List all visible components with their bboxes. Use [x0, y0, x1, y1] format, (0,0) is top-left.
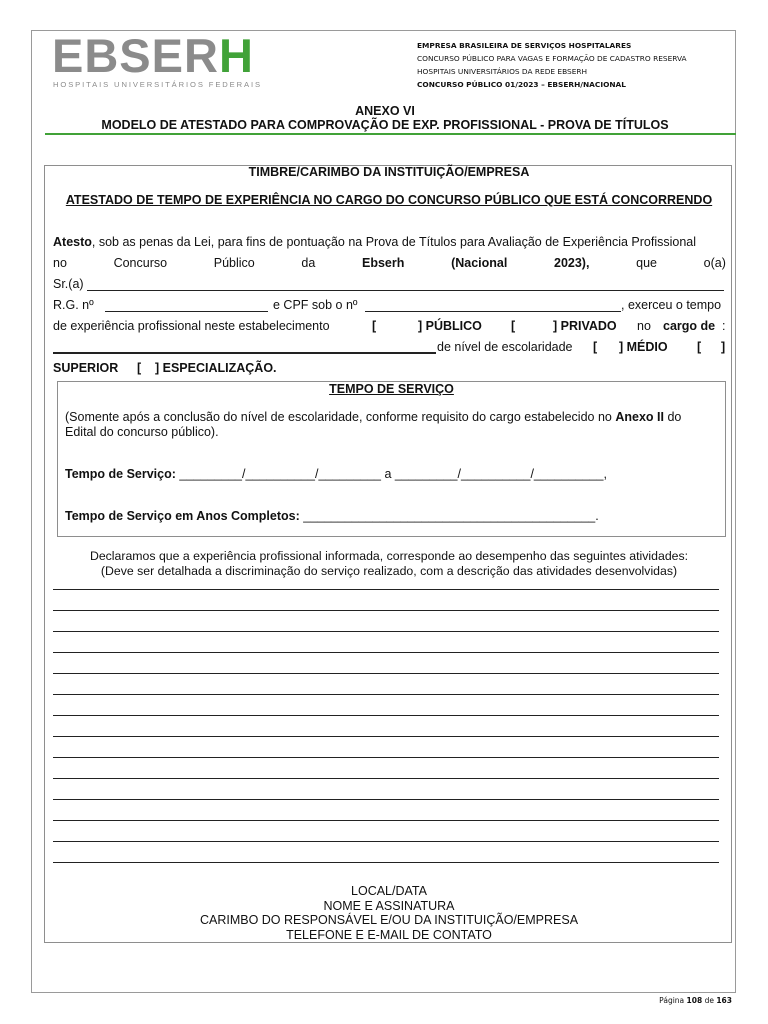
annex-title: ANEXO VI: [355, 104, 415, 118]
logo-wordmark: EBSERH: [52, 29, 254, 82]
cargo-colon: :: [722, 319, 726, 333]
stamp-responsible-line: CARIMBO DO RESPONSÁVEL E/OU DA INSTITUIÇÃO/EMPRESA: [199, 913, 579, 928]
logo-subtitle: HOSPITAIS UNIVERSITÁRIOS FEDERAIS: [53, 80, 262, 89]
header-info: [417, 39, 732, 91]
local-date-line: LOCAL/DATA: [351, 884, 427, 898]
cpf-field[interactable]: [365, 311, 621, 312]
contact-line: TELEFONE E E-MAIL DE CONTATO: [286, 927, 492, 942]
rg-label: R.G. nº: [53, 298, 94, 312]
header-line-1: EMPRESA BRASILEIRA DE SERVIÇOS HOSPITALARES: [417, 41, 632, 50]
specialization-checkbox-open[interactable]: [: [137, 361, 142, 375]
superior-checkbox-close[interactable]: ]: [721, 340, 726, 354]
attest-line-2: no Concurso Público da Ebserh (Nacional 2023), que o(a): [53, 256, 726, 270]
service-years-field[interactable]: __________________________________________.: [303, 509, 599, 523]
activity-line-13[interactable]: [53, 841, 719, 842]
activity-line-10[interactable]: [53, 778, 719, 779]
medio-checkbox-label[interactable]: ] MÉDIO: [619, 340, 668, 354]
header-line-3: HOSPITAIS UNIVERSITÁRIOS DA REDE EBSERH: [417, 67, 588, 76]
schooling-text: de nível de escolaridade: [437, 340, 573, 354]
establishment-text: de experiência profissional neste estabelecimento: [53, 319, 330, 333]
public-checkbox-label[interactable]: ] PÚBLICO: [418, 319, 482, 333]
declaration-line-2: (Deve ser detalhada a discriminação do serviço realizado, com a descrição das atividades desenvolvidas): [100, 564, 678, 578]
no-text: no: [637, 319, 651, 333]
rg-field[interactable]: [105, 311, 268, 312]
declaration-line-1: Declaramos que a experiência profissional informada, corresponde ao desempenho das seguintes atividades:: [89, 549, 689, 563]
activity-line-4[interactable]: [53, 652, 719, 653]
activity-line-11[interactable]: [53, 799, 719, 800]
exerceu-text: , exerceu o tempo: [621, 298, 722, 312]
activity-line-5[interactable]: [53, 673, 719, 674]
service-note-line-2: Edital do concurso público).: [65, 425, 219, 439]
service-time-row: [65, 467, 607, 481]
name-field[interactable]: [87, 290, 724, 291]
service-years-row: [65, 509, 599, 523]
header-divider: [45, 133, 736, 135]
service-heading: TEMPO DE SERVIÇO: [329, 382, 454, 396]
activity-line-14[interactable]: [53, 862, 719, 863]
activity-line-9[interactable]: [53, 757, 719, 758]
annex-title-block: [45, 104, 725, 132]
public-checkbox-open[interactable]: [: [372, 319, 377, 333]
header-line-2: CONCURSO PÚBLICO PARA VAGAS E FORMAÇÃO DE CADASTRO RESERVA: [417, 54, 687, 63]
service-note-line-1: (Somente após a conclusão do nível de escolaridade, conforme requisito do cargo estabelecido no Anexo II do: [65, 410, 682, 424]
name-signature-line: NOME E ASSINATURA: [323, 898, 455, 913]
activity-line-1[interactable]: [53, 589, 719, 590]
activity-line-2[interactable]: [53, 610, 719, 611]
certificate-heading: ATESTADO DE TEMPO DE EXPERIÊNCIA NO CARGO DO CONCURSO PÚBLICO QUE ESTÁ CONCORRENDO: [65, 193, 713, 207]
stamp-heading: TIMBRE/CARIMBO DA INSTITUIÇÃO/EMPRESA: [248, 165, 530, 179]
service-years-label: Tempo de Serviço em Anos Completos:: [65, 509, 300, 523]
specialization-checkbox-label[interactable]: ] ESPECIALIZAÇÃO.: [155, 361, 277, 375]
activity-line-12[interactable]: [53, 820, 719, 821]
service-time-label: Tempo de Serviço:: [65, 467, 176, 481]
cpf-label: e CPF sob o nº: [273, 298, 358, 312]
superior-label: SUPERIOR: [53, 361, 119, 375]
annex-subtitle: MODELO DE ATESTADO PARA COMPROVAÇÃO DE EXP. PROFISSIONAL - PROVA DE TÍTULOS: [101, 118, 669, 132]
activity-line-6[interactable]: [53, 694, 719, 695]
private-checkbox-label[interactable]: ] PRIVADO: [553, 319, 617, 333]
attest-line-1: Atesto, sob as penas da Lei, para fins de pontuação na Prova de Títulos para Avaliação de Experiência Profissional: [53, 235, 697, 249]
ebserh-logo: [52, 29, 277, 94]
medio-checkbox-open[interactable]: [: [593, 340, 598, 354]
activity-line-8[interactable]: [53, 736, 719, 737]
name-label: Sr.(a): [53, 277, 84, 291]
activity-line-7[interactable]: [53, 715, 719, 716]
header-line-4: CONCURSO PÚBLICO 01/2023 – EBSERH/NACIONAL: [417, 80, 626, 89]
cargo-label: cargo de: [663, 319, 716, 333]
superior-checkbox-open[interactable]: [: [697, 340, 702, 354]
service-time-field[interactable]: _________/__________/_________ a _________/__________/__________,: [179, 467, 607, 481]
cargo-field[interactable]: [53, 352, 436, 354]
activity-line-3[interactable]: [53, 631, 719, 632]
private-checkbox-open[interactable]: [: [511, 319, 516, 333]
page-number: Página 108 de 163: [659, 996, 732, 1005]
signature-block: [45, 884, 733, 942]
